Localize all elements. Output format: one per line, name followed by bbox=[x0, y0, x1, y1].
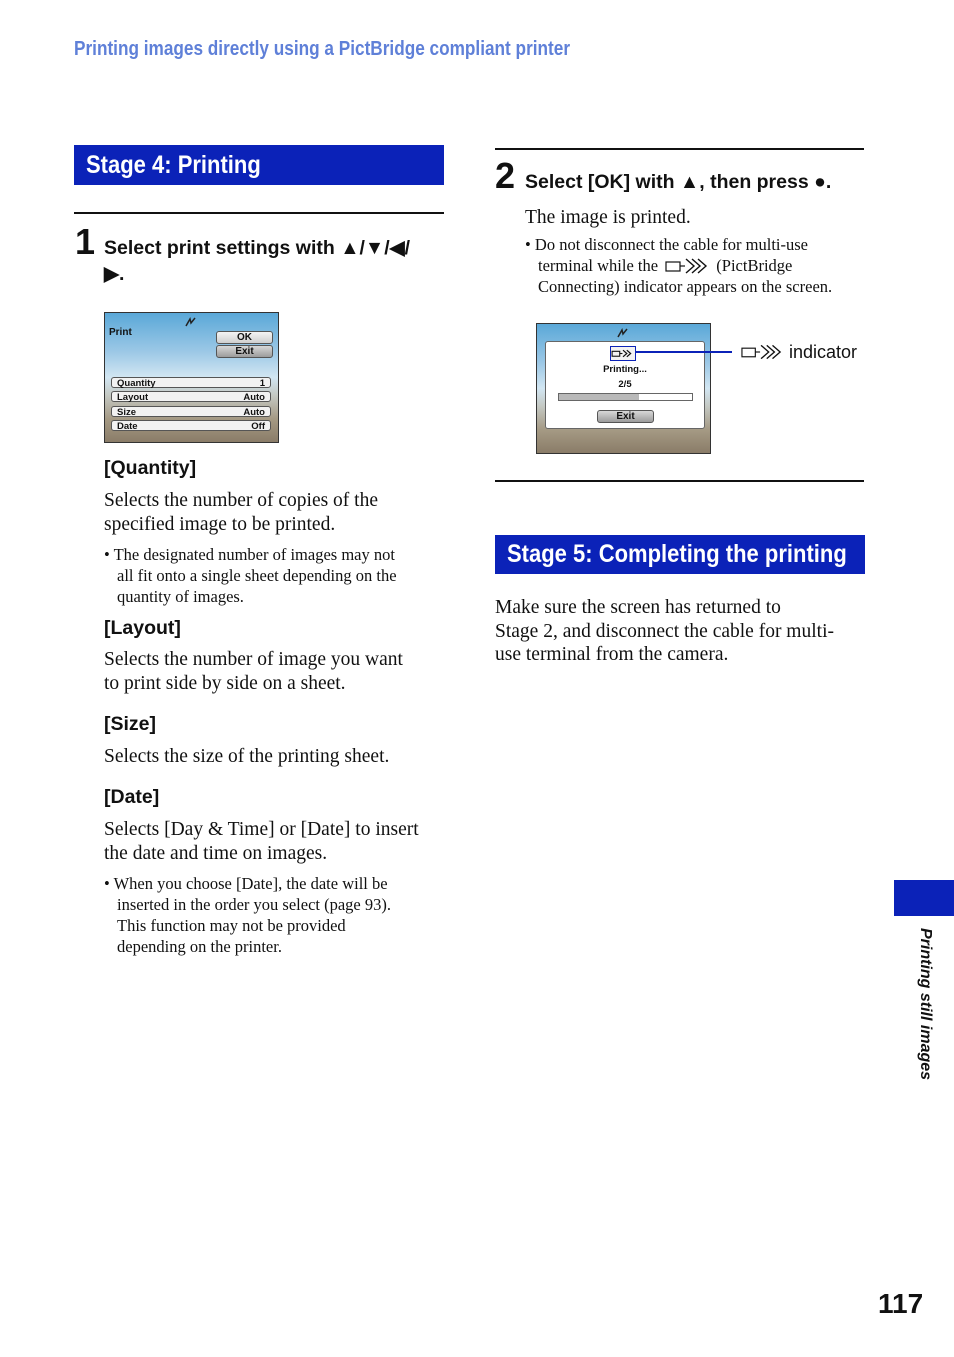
size-row-value: Auto bbox=[243, 407, 265, 418]
date-body-line: Selects [Day & Time] or [Date] to insert bbox=[104, 819, 419, 840]
camera-mode-icon bbox=[617, 328, 629, 338]
step2-note-line: • Do not disconnect the cable for multi-use bbox=[525, 235, 808, 254]
print-settings-screen bbox=[104, 312, 279, 443]
layout-row-value: Auto bbox=[243, 392, 265, 403]
date-note-line: This function may not be provided bbox=[117, 916, 346, 935]
step2-note-line: Connecting) indicator appears on the screen. bbox=[538, 277, 833, 296]
printing-counter: 2/5 bbox=[618, 379, 632, 390]
pictbridge-connecting-icon bbox=[665, 257, 709, 275]
quantity-body-line: specified image to be printed. bbox=[104, 513, 336, 535]
step1-title-line1: Select print settings with ▲/▼/◀/ bbox=[104, 237, 411, 259]
step2-note bbox=[525, 234, 832, 297]
running-head: Printing images directly using a PictBridge compliant printer bbox=[74, 38, 571, 60]
step1-number: 1 bbox=[75, 221, 96, 262]
step1-rule bbox=[74, 212, 444, 214]
date-heading: [Date] bbox=[104, 786, 160, 808]
size-body-line: Selects the size of the printing sheet. bbox=[104, 746, 390, 767]
step2-note-line bbox=[538, 255, 832, 276]
quantity-body bbox=[104, 489, 378, 536]
date-body-line: the date and time on images. bbox=[104, 842, 328, 864]
layout-body-line: Selects the number of image you want bbox=[104, 649, 403, 670]
step2-rule bbox=[495, 148, 864, 150]
quantity-row-value: 1 bbox=[259, 378, 265, 389]
size-row[interactable] bbox=[111, 406, 271, 417]
layout-heading: [Layout] bbox=[104, 617, 181, 639]
stage5-body-line: Make sure the screen has returned to bbox=[495, 597, 781, 618]
step2-number: 2 bbox=[495, 155, 516, 196]
date-row[interactable] bbox=[111, 420, 271, 431]
page-number: 117 bbox=[878, 1288, 924, 1319]
chapter-label bbox=[914, 928, 934, 1098]
printing-screen bbox=[536, 323, 711, 454]
ok-button[interactable]: OK bbox=[216, 331, 273, 344]
size-heading: [Size] bbox=[104, 713, 157, 735]
camera-mode-icon bbox=[185, 317, 197, 327]
step2-note-text: terminal while the bbox=[538, 256, 659, 275]
layout-row[interactable] bbox=[111, 391, 271, 402]
exit-button[interactable]: Exit bbox=[216, 345, 273, 358]
stage4-heading bbox=[74, 145, 444, 185]
step2-note-text: (PictBridge bbox=[716, 256, 793, 275]
step1-title-line2: ▶. bbox=[104, 263, 125, 285]
date-row-value: Off bbox=[251, 421, 265, 432]
date-note bbox=[104, 873, 391, 957]
callout-line bbox=[636, 351, 732, 353]
pictbridge-connecting-icon bbox=[611, 347, 635, 360]
quantity-body-line: Selects the number of copies of the bbox=[104, 490, 378, 511]
size-body bbox=[104, 745, 389, 769]
stage5-body-line: Stage 2, and disconnect the cable for multi- bbox=[495, 620, 834, 642]
screen-header: Print bbox=[109, 327, 132, 338]
chapter-tab bbox=[894, 880, 954, 916]
quantity-note-line: all fit onto a single sheet depending on the bbox=[117, 566, 397, 585]
layout-row-label: Layout bbox=[117, 392, 149, 403]
progress-bar bbox=[558, 393, 693, 401]
date-note-line: depending on the printer. bbox=[117, 937, 282, 956]
quantity-note bbox=[104, 544, 397, 607]
step2-title: Select [OK] with ▲, then press ●. bbox=[525, 171, 832, 193]
quantity-note-line: • The designated number of images may not bbox=[104, 545, 395, 564]
stage5-heading bbox=[495, 535, 865, 574]
printing-exit-button[interactable]: Exit bbox=[597, 410, 654, 423]
stage4-title: Stage 4: Printing bbox=[86, 151, 261, 179]
quantity-row-label: Quantity bbox=[117, 378, 156, 389]
quantity-heading: [Quantity] bbox=[104, 457, 197, 479]
chapter-label-text: Printing still images bbox=[917, 928, 934, 1081]
size-row-label: Size bbox=[117, 407, 137, 418]
stage5-rule bbox=[495, 480, 864, 482]
pictbridge-indicator-box bbox=[610, 346, 636, 361]
date-row-label: Date bbox=[117, 421, 138, 432]
stage5-body bbox=[495, 596, 834, 667]
layout-body bbox=[104, 648, 403, 695]
printing-dialog bbox=[545, 341, 705, 429]
stage5-title: Stage 5: Completing the printing bbox=[507, 540, 847, 568]
date-body bbox=[104, 818, 419, 865]
stage5-body-line: use terminal from the camera. bbox=[495, 644, 729, 665]
step2-body: The image is printed. bbox=[525, 207, 691, 228]
printing-status: Printing... bbox=[603, 364, 647, 375]
date-note-line: inserted in the order you select (page 93). bbox=[117, 895, 391, 914]
callout-label: indicator bbox=[789, 342, 858, 362]
progress-fill bbox=[559, 394, 639, 400]
quantity-row[interactable] bbox=[111, 377, 271, 388]
pictbridge-connecting-icon bbox=[741, 343, 783, 361]
step1-title bbox=[104, 235, 410, 287]
quantity-note-line: quantity of images. bbox=[117, 587, 244, 606]
layout-body-line: to print side by side on a sheet. bbox=[104, 672, 346, 694]
date-note-line: • When you choose [Date], the date will be bbox=[104, 874, 388, 893]
